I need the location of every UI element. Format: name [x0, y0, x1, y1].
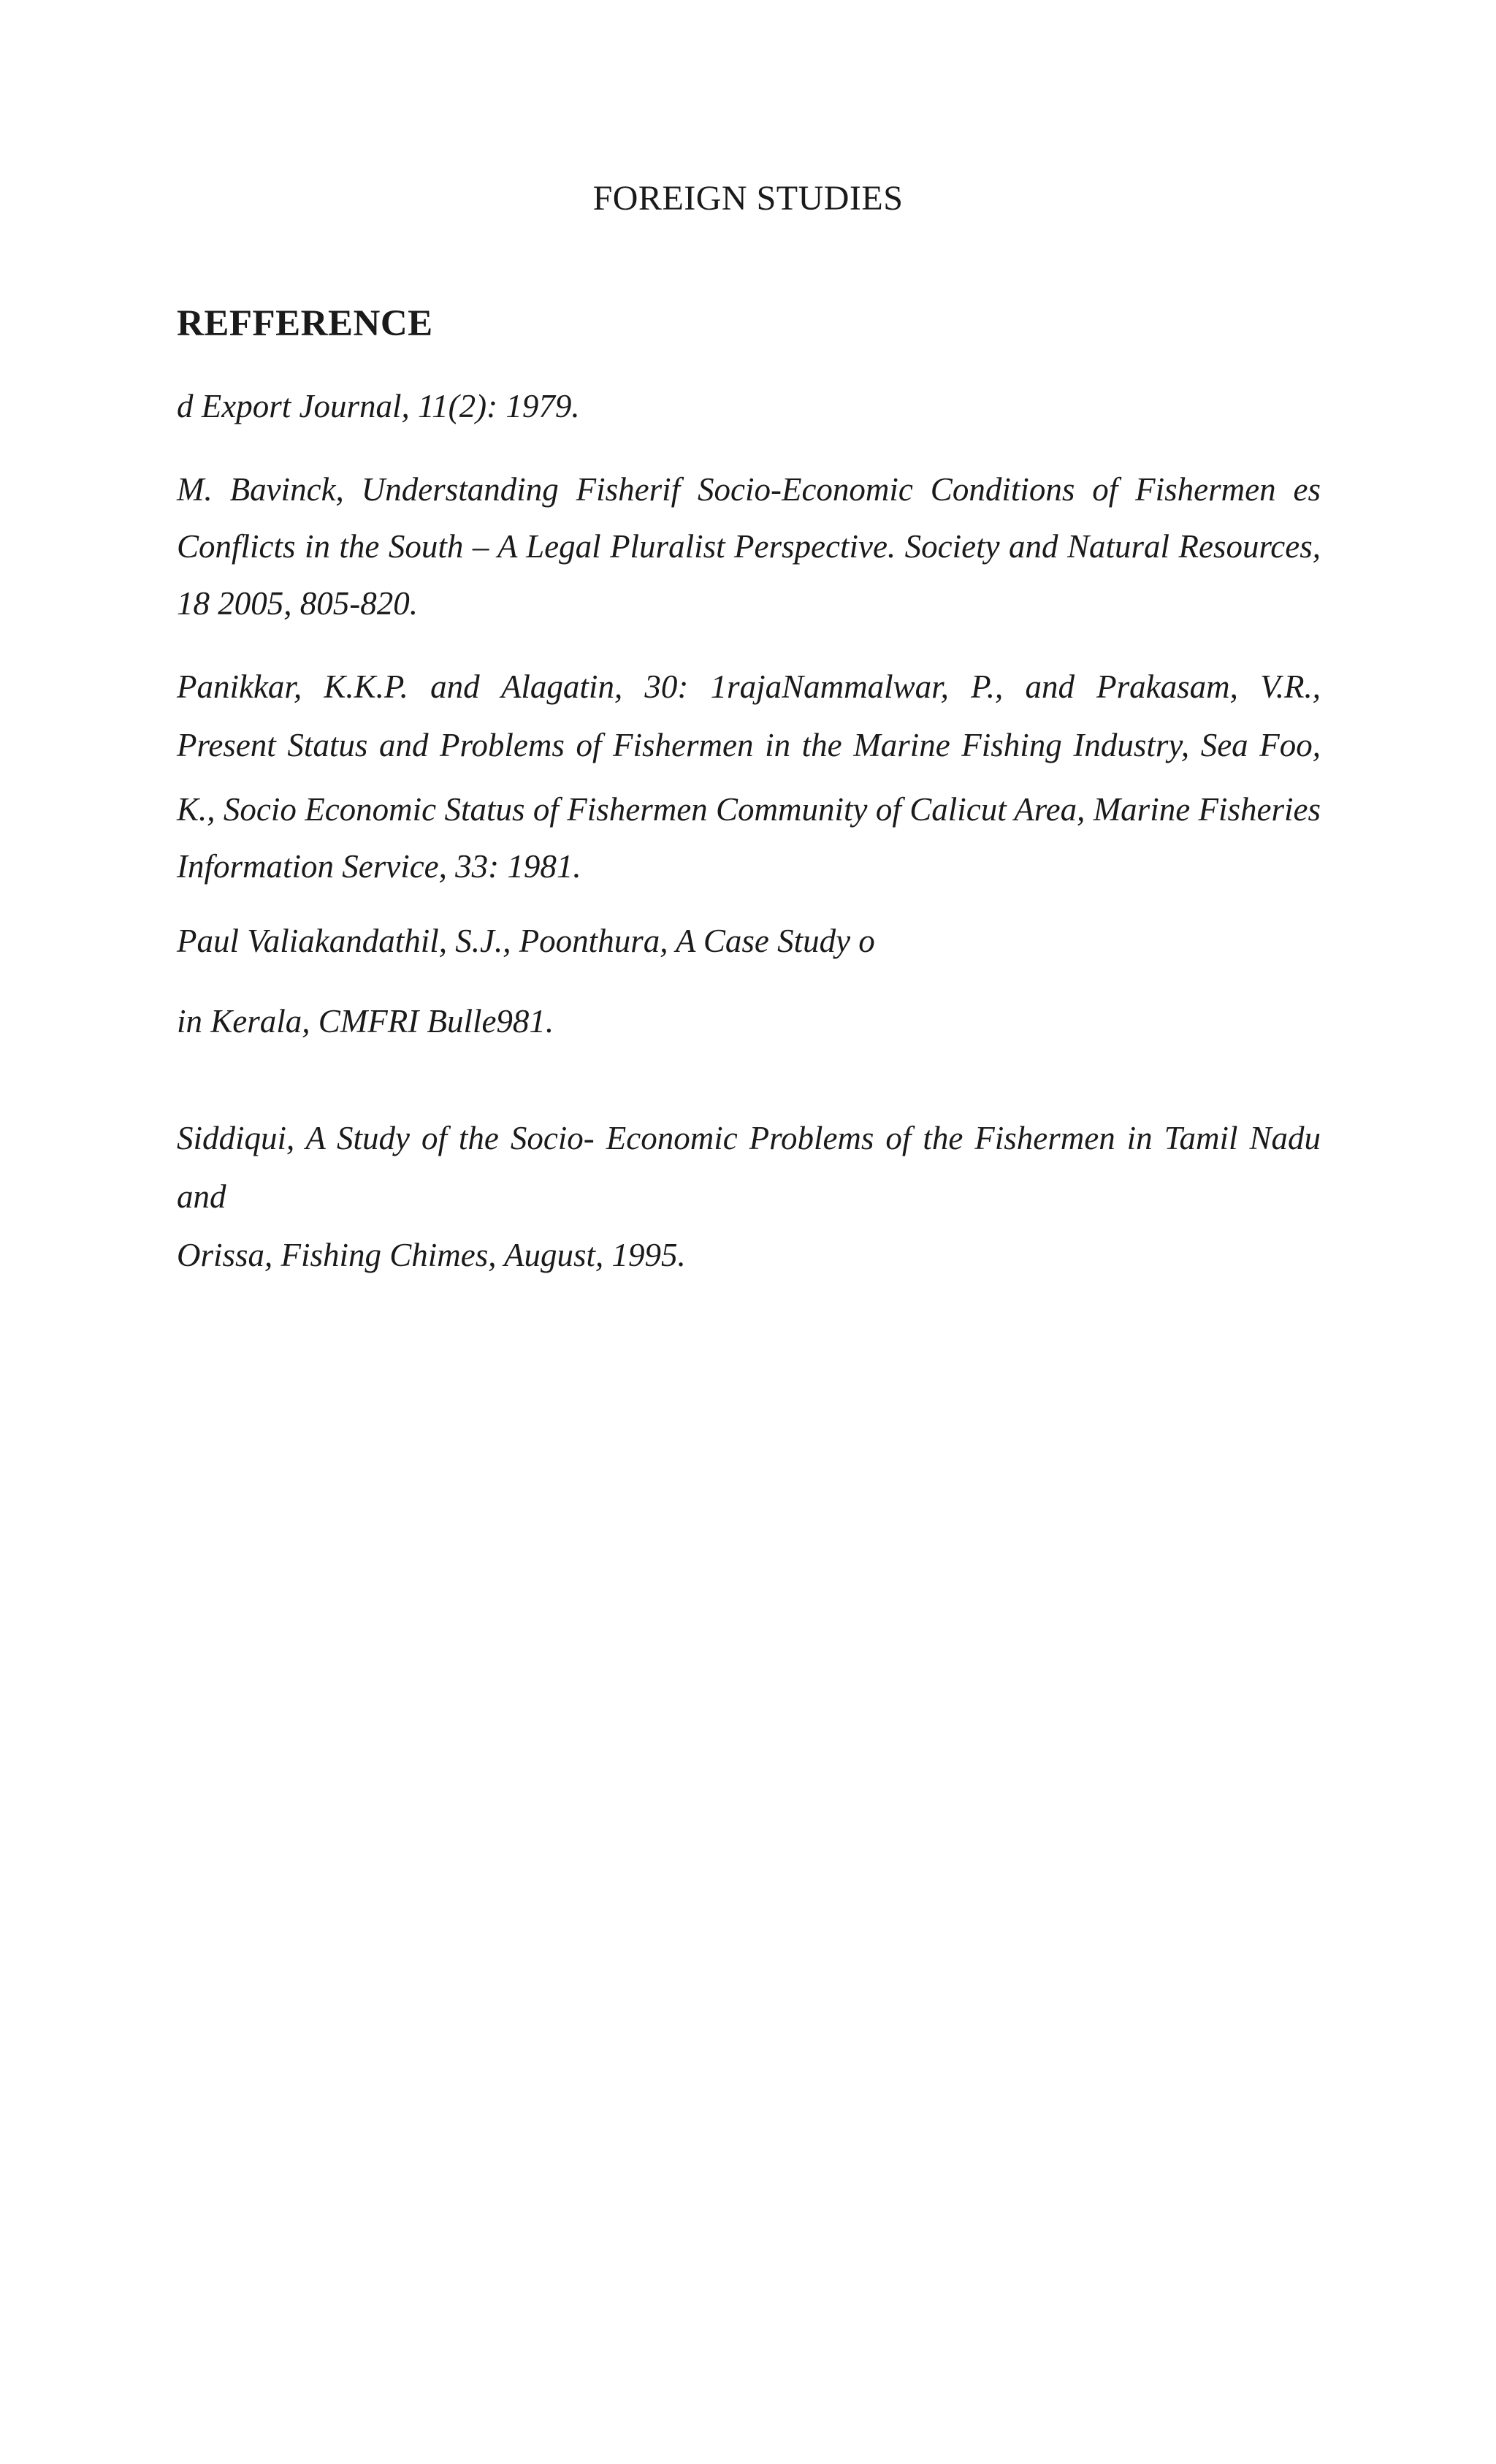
reference-6-line-1: Siddiqui, A Study of the Socio- Economic Problems of the Fishermen in Tamil Nadu	[177, 1120, 1321, 1156]
reference-4: Paul Valiakandathil, S.J., Poonthura, A Case Study o	[177, 923, 875, 959]
reference-1: d Export Journal, 11(2): 1979.	[177, 388, 580, 424]
reference-3-line-2: Present Status and Problems of Fishermen in the Marine Fishing Industry, Sea Foo,	[177, 727, 1321, 763]
reference-5: in Kerala, CMFRI Bulle981.	[177, 1003, 554, 1040]
reference-6-line-3: Orissa, Fishing Chimes, August, 1995.	[177, 1237, 686, 1273]
reference-3-continuation: K., Socio Economic Status of Fishermen Community of Calicut Area, Marine Fisheries Information Service, 33: 1981.	[177, 791, 1321, 885]
reference-2: M. Bavinck, Understanding Fisherif Socio-Economic Conditions of Fishermen es Conflicts in the South – A Legal Pluralist Perspective. Society and Natural Resources, 18 2005, 805-820.	[177, 471, 1321, 622]
section-heading: REFFERENCE	[177, 303, 433, 344]
reference-3-line-1: Panikkar, K.K.P. and Alagatin, 30: 1rajaNammalwar, P., and Prakasam, V.R.,	[177, 668, 1321, 705]
page-title: FOREIGN STUDIES	[592, 179, 904, 218]
reference-6-line-2: and	[177, 1178, 226, 1215]
